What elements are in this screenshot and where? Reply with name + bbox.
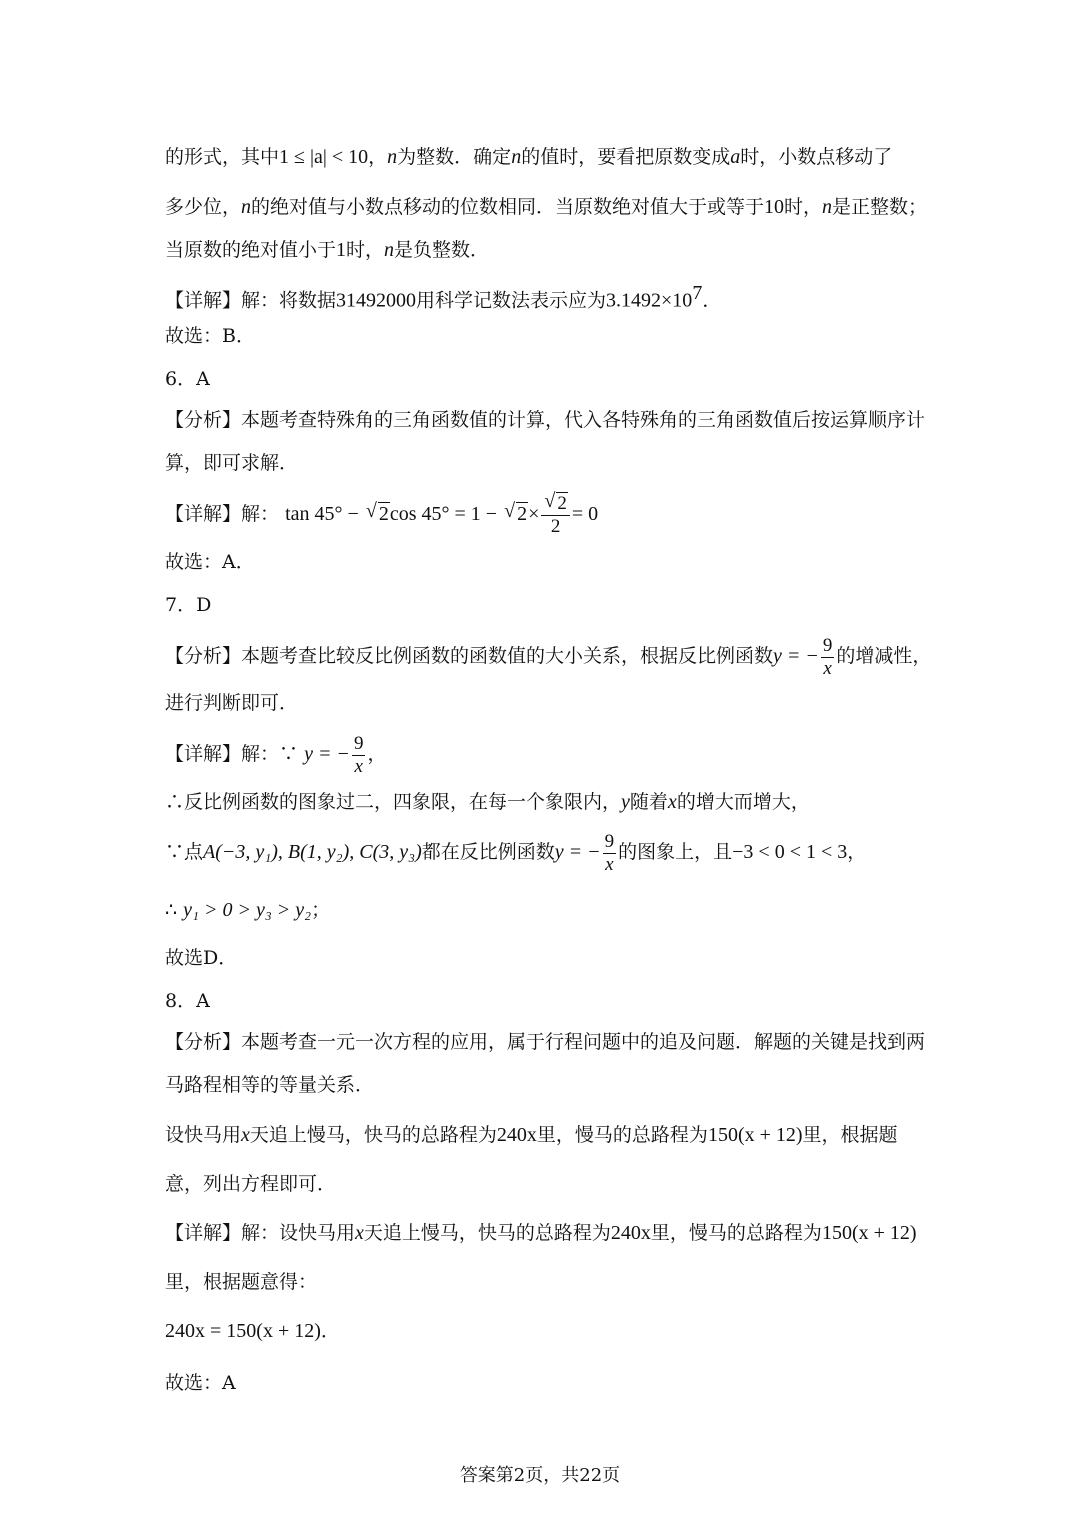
text-line [165, 279, 721, 314]
text: 里，根据题 [802, 1124, 898, 1146]
text-line [165, 896, 330, 924]
text: 【详解】解：将数据 [165, 289, 337, 312]
text: 里，慢马的总路程为 [536, 1124, 708, 1146]
math: x [241, 1124, 250, 1146]
text-line: 里，根据题意得： [165, 1271, 318, 1293]
text: 当原数的绝对值小于 [165, 239, 337, 261]
math: 2 [550, 515, 561, 537]
text-line [165, 829, 866, 876]
math: 7 [692, 282, 703, 304]
text-line: 【分析】本题考查特殊角的三角函数值的计算，代入各特殊角的三角函数值后按运算顺序计 [165, 409, 926, 431]
text: ， [847, 841, 867, 863]
text: 【分析】本题考查比较反比例函数的函数值的大小关系，根据反比例函数 [165, 645, 774, 667]
text: 里，慢马的总路程为 [650, 1222, 822, 1244]
math: −3 < 0 < 1 < 3 [732, 841, 848, 863]
text: 多少位， [165, 196, 242, 218]
answer-line: 故选D． [165, 947, 238, 969]
answer-line: 故选：B． [165, 325, 255, 347]
fraction [541, 493, 570, 538]
text: 天追上慢马，快马的总路程为 [249, 1124, 497, 1146]
math: × [528, 503, 540, 525]
math: 240x [610, 1222, 651, 1244]
math: 31492000 [336, 289, 417, 312]
page-footer: 答案第2页，共22页 [459, 1465, 621, 1486]
math: 2 [557, 492, 567, 514]
math: y = − [554, 841, 601, 863]
text-line: 算，即可求解． [165, 452, 299, 474]
math: 3.1492×10 [606, 289, 693, 312]
text: 的增减性， [836, 645, 932, 667]
text-line: 马路程相等的等量关系． [165, 1074, 375, 1096]
text-line: 当原数的绝对值小于1时，n是负整数． [165, 239, 490, 261]
math: x [667, 791, 677, 813]
text: 时，小数点移动了 [740, 146, 893, 168]
text: 时， [784, 196, 823, 218]
math: y = − [773, 645, 819, 667]
question-number: 6．A [165, 368, 210, 390]
text: ， [368, 146, 388, 168]
text: ， [367, 743, 387, 765]
text: 为整数．确定 [397, 146, 512, 168]
answer-line: 故选：A． [165, 551, 255, 573]
text: ． [320, 1320, 340, 1342]
text: 的绝对值与小数点移动的位数相同．当原数绝对值大于或等于 [251, 196, 765, 218]
math: y = − [304, 743, 350, 765]
question-number: 8．A [165, 990, 210, 1012]
text: 用科学记数法表示应为 [416, 289, 607, 312]
text: ． [702, 289, 722, 312]
text-line [165, 1121, 898, 1149]
math: 150(x + 12) [707, 1124, 803, 1146]
text-line [165, 1317, 340, 1345]
fraction: $\frac{9}{x}$ [822, 634, 833, 679]
math: 2 [517, 503, 528, 525]
math: cos 45° = 1 − [389, 503, 498, 525]
math: 1 [336, 239, 347, 261]
math: 240x [496, 1124, 537, 1146]
text: 的图象上，且 [618, 841, 733, 863]
math: tan 45° − [285, 503, 359, 525]
text: 是正整数； [832, 196, 928, 218]
text-line [165, 633, 931, 680]
text-line: 进行判断即可． [165, 692, 299, 714]
text: 时， [346, 239, 385, 261]
text-line [165, 1219, 917, 1247]
answer-line: 故选：A [165, 1372, 236, 1394]
text: 天追上慢马，快马的总路程为 [363, 1222, 611, 1244]
text: ∴ [165, 899, 178, 921]
text: 【详解】解： [165, 503, 280, 525]
text: 是负整数． [394, 239, 490, 261]
math: y₁ > 0 > y₃ > y₂ [183, 899, 312, 921]
math: 10 [764, 196, 785, 218]
math: n [387, 146, 398, 168]
question-number: 7．D [165, 594, 212, 616]
math: y [621, 791, 630, 813]
math: 2 [378, 503, 389, 525]
text: 的值时，要看把原数变成 [521, 146, 731, 168]
text: 【详解】解：∵ [165, 743, 299, 765]
fraction: $\frac{9}{x}$ [604, 830, 615, 875]
text: 的增大而增大， [676, 791, 810, 813]
text: ； [311, 899, 331, 921]
text: ∵点 [165, 841, 204, 863]
text: ∴反比例函数的图象过二，四象限，在每一个象限内， [165, 791, 622, 813]
math: 240x = 150(x + 12) [165, 1320, 321, 1342]
math: A(−3, y₁), B(1, y₂), C(3, y₃) [203, 841, 422, 863]
text: 都在反比例函数 [421, 841, 555, 863]
text-line: 的形式，其中1 ≤ |a| < 10，n为整数．确定n的值时，要看把原数变成a时，小数点移动了 [165, 146, 893, 168]
text: 【详解】解：设快马用 [165, 1222, 356, 1244]
text-line [165, 489, 598, 539]
text-line: 多少位，n的绝对值与小数点移动的位数相同．当原数绝对值大于或等于10时，n是正整数； [165, 196, 928, 218]
text: 随着 [629, 791, 668, 813]
text: 的形式，其中 [165, 146, 280, 168]
text-line: 【分析】本题考查一元一次方程的应用，属于行程问题中的追及问题．解题的关键是找到两 [165, 1031, 926, 1053]
math: = 0 [571, 503, 599, 525]
fraction: $\frac{9}{x}$ [353, 732, 364, 777]
text-line [165, 731, 386, 778]
math: 1 ≤ |a| < 10 [279, 146, 369, 168]
text: 设快马用 [165, 1124, 242, 1146]
math: x [355, 1222, 364, 1244]
math: a [730, 146, 741, 168]
text-line: 意，列出方程即可． [165, 1173, 337, 1195]
text-line [165, 788, 810, 816]
math: 150(x + 12) [821, 1222, 917, 1244]
